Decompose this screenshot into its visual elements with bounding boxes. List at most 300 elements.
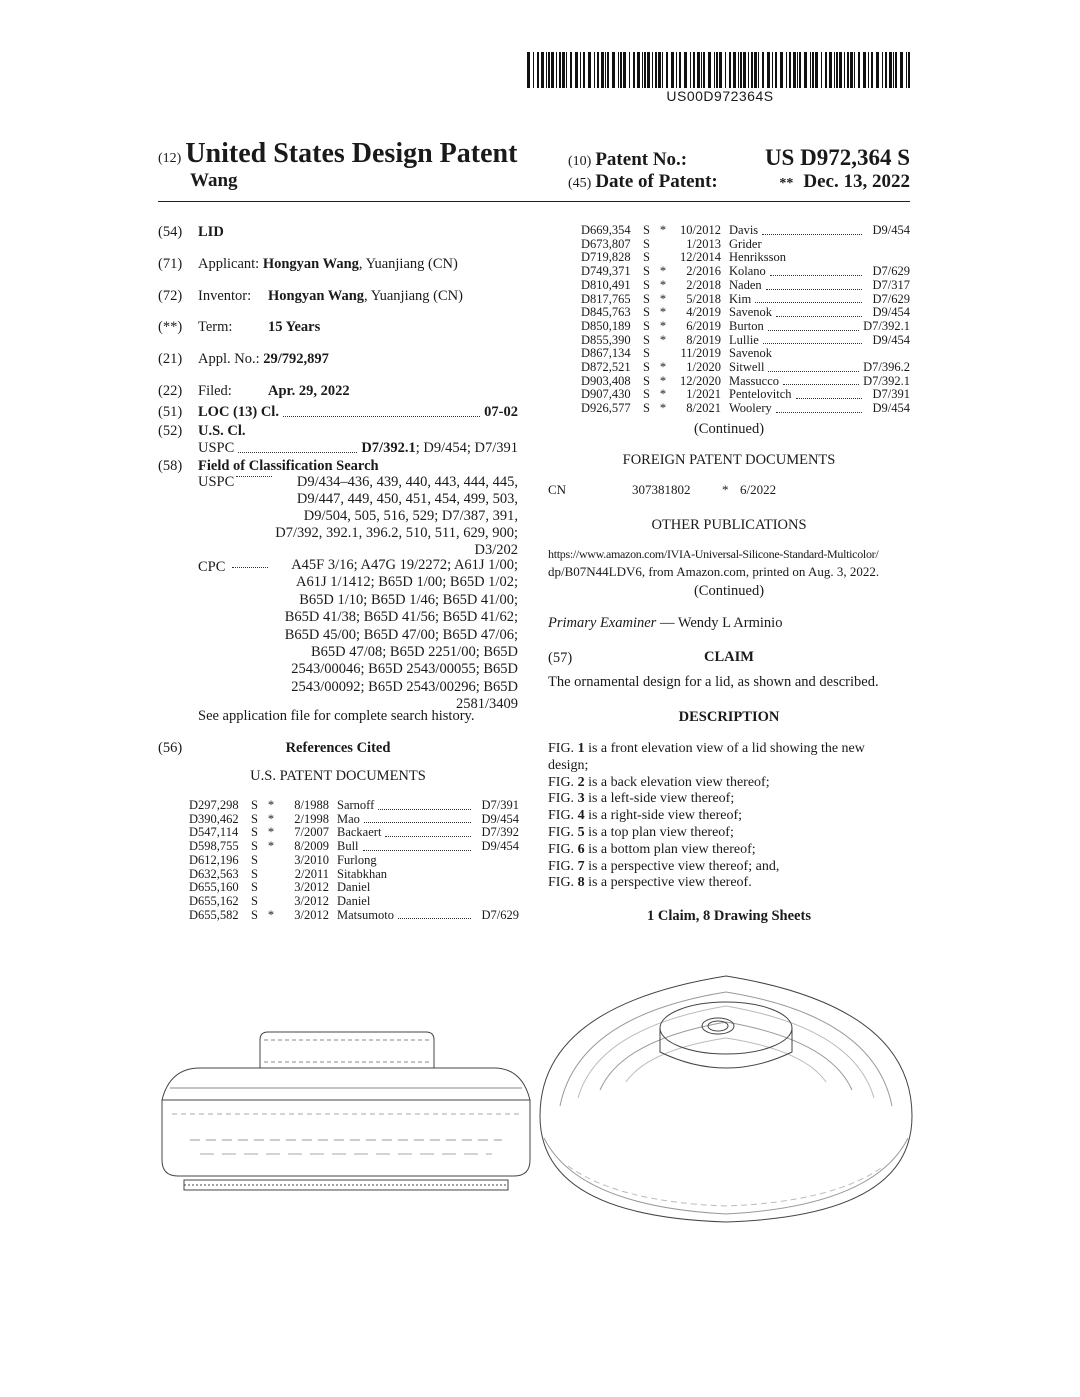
reference-star (263, 881, 279, 895)
reference-number: D297,298 (189, 798, 239, 812)
barcode-bar (679, 52, 681, 88)
applicant-label: Applicant: (198, 256, 260, 272)
leader-dots (783, 383, 859, 385)
examiner-dash: — (656, 615, 678, 631)
classification-line: D9/447, 449, 450, 451, 454, 499, 503, (296, 491, 518, 507)
reference-kind: S (643, 277, 650, 292)
reference-date: 11/2019 (680, 346, 721, 361)
reference-row (581, 238, 910, 252)
date-row (568, 171, 910, 193)
barcode-bar (676, 52, 677, 88)
reference-date: 3/2012 (294, 907, 329, 922)
fig-description (548, 825, 910, 842)
references-right-table (581, 224, 910, 416)
filed-value: Apr. 29, 2022 (268, 383, 350, 399)
fig-description (548, 808, 910, 825)
search-cpc-lines (285, 557, 518, 714)
reference-date: 3/2010 (294, 852, 329, 867)
reference-row (581, 265, 910, 279)
references-continued: (Continued) (693, 421, 765, 437)
applicant-location: , Yuanjiang (CN) (358, 256, 458, 272)
reference-number: D810,491 (581, 277, 631, 292)
fig-text: is a right-side view thereof; (584, 808, 743, 824)
leader-dots (796, 397, 863, 399)
classification-line: B65D 47/08; B65D 2251/00; B65D (310, 644, 518, 661)
fig-prefix: FIG. (548, 824, 578, 840)
fig-description (548, 842, 910, 859)
barcode-bar (652, 52, 653, 88)
reference-date: 12/2020 (680, 373, 721, 388)
barcode-bar (703, 52, 705, 88)
barcode-bar (786, 52, 787, 88)
barcode-bar (623, 52, 626, 88)
barcode-bar (620, 52, 622, 88)
search-label: Field of Classification Search (198, 458, 379, 474)
barcode-bar (548, 52, 550, 88)
fig-description (548, 791, 910, 808)
barcode-bar (762, 52, 764, 88)
reference-row (581, 293, 910, 307)
barcode-bar (748, 52, 749, 88)
barcode-bar (758, 52, 759, 88)
reference-kind: S (643, 346, 650, 361)
leader-dots (762, 233, 862, 235)
leader-dots (398, 917, 471, 919)
barcode-bar (594, 52, 595, 88)
barcode-bar (708, 52, 711, 88)
reference-name: Sitabkhan (337, 866, 387, 881)
appl-no-value: 29/792,897 (263, 351, 329, 367)
reference-name-cell (729, 238, 910, 252)
reference-row (189, 868, 519, 882)
barcode-bar (743, 52, 746, 88)
other-pubs-line1: https://www.amazon.com/IVIA-Universal-Silicone-Standard-Multicolor/ (548, 547, 879, 561)
reference-class: D7/392 (481, 825, 519, 840)
reference-name: Lullie (729, 332, 759, 347)
fig-number: 1 (577, 741, 585, 756)
fig-text: is a top plan view thereof; (584, 824, 734, 840)
reference-star (263, 895, 279, 909)
lid-title: LID (198, 224, 224, 240)
reference-kind: S (643, 373, 650, 388)
barcode-bar (714, 52, 715, 88)
leader-dots (755, 301, 862, 303)
field-code: (72) (158, 288, 183, 304)
reference-name: Pentelovitch (729, 387, 792, 402)
barcode-bar (804, 52, 807, 88)
barcode-bar (847, 52, 849, 88)
description-heading: DESCRIPTION (678, 709, 780, 725)
barcode-bar (885, 52, 887, 88)
reference-number: D845,763 (581, 305, 631, 320)
reference-row (581, 320, 910, 334)
leader-dots (378, 808, 471, 810)
lid-outline (540, 976, 912, 1222)
reference-kind: S (251, 893, 258, 908)
leader-dots (776, 411, 862, 413)
reference-date: 1/2013 (686, 236, 721, 251)
reference-name: Kolano (729, 264, 766, 279)
fig-text: is a left-side view thereof; (584, 791, 735, 807)
reference-star: * (659, 277, 667, 292)
barcode-bar (618, 52, 619, 88)
reference-name-cell (729, 293, 910, 307)
leader-dots (766, 288, 862, 290)
reference-class: D9/454 (481, 839, 519, 854)
barcode-bar (767, 52, 770, 88)
fig-number: 3 (577, 791, 585, 807)
reference-kind: S (643, 305, 650, 320)
reference-number: D673,807 (581, 236, 631, 251)
reference-row (189, 826, 519, 840)
reference-star (655, 347, 671, 361)
header-rule (158, 201, 910, 202)
reference-name-cell (729, 375, 910, 389)
reference-name: Savenok (729, 346, 773, 361)
other-pubs-heading: OTHER PUBLICATIONS (651, 517, 807, 533)
barcode-bar (797, 52, 798, 88)
reference-number: D390,462 (189, 811, 239, 826)
reference-star: * (267, 839, 275, 854)
reference-number: D655,160 (189, 880, 239, 895)
reference-row (189, 895, 519, 909)
reference-number: D872,521 (581, 360, 631, 375)
fig-description (548, 859, 910, 876)
reference-date: 7/2007 (294, 825, 329, 840)
leader-dots (385, 835, 471, 837)
barcode-bar (858, 52, 860, 88)
barcode-bar (693, 52, 695, 88)
fig-number: 6 (577, 841, 585, 857)
barcode-bar (839, 52, 842, 88)
reference-name-cell (729, 334, 910, 348)
barcode-bar (541, 52, 544, 88)
references-code: (56) (158, 740, 183, 756)
barcode-bar (738, 52, 739, 88)
patent-no-label: Patent No.: (595, 149, 688, 170)
foreign-date: 6/2022 (740, 482, 777, 497)
reference-kind: S (643, 318, 650, 333)
barcode-bar (575, 52, 578, 88)
reference-name-cell (337, 868, 519, 882)
reference-name-cell (337, 854, 519, 868)
leader-dots (363, 849, 471, 851)
barcode-bar (658, 52, 661, 88)
reference-name: Burton (729, 318, 764, 333)
fig-description (548, 775, 910, 792)
fig-description (548, 875, 910, 892)
classification-line: D3/202 (474, 542, 518, 558)
reference-kind: S (251, 798, 258, 812)
leader-dots (232, 567, 268, 568)
reference-date: 3/2012 (294, 893, 329, 908)
uspc-label: USPC (198, 440, 235, 456)
barcode-bar (772, 52, 773, 88)
lid-body (162, 1100, 530, 1176)
reference-number: D749,371 (581, 264, 631, 279)
reference-star: * (659, 223, 667, 237)
reference-date: 2/2011 (294, 866, 329, 881)
reference-star: * (659, 401, 667, 416)
us-cl-label: U.S. Cl. (198, 423, 246, 439)
barcode-bar (889, 52, 892, 88)
barcode-bar (644, 52, 646, 88)
reference-number: D907,430 (581, 387, 631, 402)
classification-line: B65D 41/38; B65D 41/56; B65D 41/62; (284, 609, 518, 626)
reference-name-cell (337, 881, 519, 895)
field-code: (54) (158, 224, 183, 240)
reference-name: Daniel (337, 893, 371, 908)
reference-number: D612,196 (189, 852, 239, 867)
reference-name: Backaert (337, 825, 382, 840)
barcode-bar (780, 52, 783, 88)
reference-row (189, 909, 519, 923)
fig-text: design; (548, 757, 589, 773)
inventor-name: Hongyan Wang (268, 288, 365, 304)
barcode-bar (871, 52, 873, 88)
reference-kind: S (643, 291, 650, 306)
reference-name: Sitwell (729, 360, 765, 375)
barcode-bar (655, 52, 657, 88)
leader-dots (776, 315, 862, 317)
barcode-bar (597, 52, 599, 88)
barcode-bar (812, 52, 814, 88)
barcode-bar (810, 52, 811, 88)
reference-date: 8/2019 (686, 332, 721, 347)
barcode-bar (666, 52, 668, 88)
barcode-bar (775, 52, 777, 88)
foreign-number: 307381802 (632, 482, 691, 497)
fig-prefix: FIG. (548, 875, 578, 891)
barcode-bar (829, 52, 832, 88)
barcode-bar (580, 52, 581, 88)
reference-row (189, 813, 519, 827)
fig-prefix: FIG. (548, 808, 578, 824)
fig-prefix: FIG. (548, 841, 578, 857)
other-pubs-line2: dp/B07N44LDV6, from Amazon.com, printed on Aug. 3, 2022. (548, 564, 880, 579)
reference-row (581, 224, 910, 238)
reference-kind: S (643, 360, 650, 375)
references-left-table (189, 799, 519, 922)
reference-date: 10/2012 (680, 223, 721, 237)
barcode-bar (729, 52, 731, 88)
us-patent-heading: U.S. PATENT DOCUMENTS (250, 768, 426, 784)
perspective-drawing (538, 966, 914, 1228)
barcode-bar (815, 52, 818, 88)
barcode-bar (607, 52, 609, 88)
uspc-rest: ; D9/454; D7/391 (415, 440, 518, 456)
barcode-bar (697, 52, 700, 88)
reference-kind: S (251, 852, 258, 867)
reference-star: * (659, 291, 667, 306)
reference-class: D7/629 (872, 264, 910, 279)
inventor-surname: Wang (190, 170, 238, 191)
reference-name-cell (337, 840, 519, 854)
barcode-bar (854, 52, 855, 88)
reference-star: * (659, 318, 667, 333)
barcode-bar (834, 52, 835, 88)
barcode-bar (900, 52, 903, 88)
field-code: (58) (158, 458, 183, 474)
reference-name-cell (729, 320, 910, 334)
barcode-bar (799, 52, 801, 88)
reference-row (581, 375, 910, 389)
reference-row (189, 799, 519, 813)
reference-row (581, 402, 910, 416)
barcode-bar (751, 52, 753, 88)
leader-dots (236, 476, 272, 477)
field-code: (52) (158, 423, 183, 439)
reference-class: D7/391 (872, 387, 910, 402)
field-applicant (158, 256, 458, 273)
barcode-bar (908, 52, 910, 88)
field-inventor (158, 288, 463, 305)
foreign-heading: FOREIGN PATENT DOCUMENTS (622, 452, 836, 468)
classification-line: B65D 1/10; B65D 1/46; B65D 41/00; (299, 591, 518, 608)
leader-dots (768, 329, 859, 331)
reference-star (655, 238, 671, 252)
reference-date: 3/2012 (294, 880, 329, 895)
leader-dots (283, 415, 480, 417)
fig-text: is a bottom plan view thereof; (584, 841, 756, 857)
reference-name-cell (337, 895, 519, 909)
barcode-bar (789, 52, 791, 88)
reference-class: D9/454 (872, 223, 910, 237)
fig-prefix: FIG. (548, 741, 578, 756)
barcode-bar (559, 52, 561, 88)
reference-row (189, 881, 519, 895)
fig-number: 7 (577, 858, 585, 874)
reference-name-cell (729, 251, 910, 265)
barcode-bar (740, 52, 742, 88)
barcode-bar (612, 52, 615, 88)
reference-number: D547,114 (189, 825, 239, 840)
barcode-bar (850, 52, 853, 88)
barcode-bar (725, 52, 726, 88)
barcode-bar (537, 52, 539, 88)
reference-class: D7/396.2 (863, 360, 910, 375)
foreign-star: * (722, 482, 729, 497)
reference-date: 2/2016 (686, 264, 721, 279)
fig-prefix: FIG. (548, 791, 578, 807)
reference-name: Massucco (729, 373, 779, 388)
classification-line: A45F 3/16; A47G 19/2272; A61J 1/00; (291, 557, 518, 573)
reference-star: * (659, 305, 667, 320)
inventor-location: , Yuanjiang (CN) (364, 288, 463, 304)
reference-name-cell (729, 388, 910, 402)
reference-name: Mao (337, 811, 360, 826)
reference-star: * (659, 264, 667, 279)
reference-name-cell (337, 799, 519, 813)
field-code: (**) (158, 319, 183, 335)
fig-prefix: FIG. (548, 774, 578, 790)
barcode-bar (868, 52, 869, 88)
reference-number: D850,189 (581, 318, 631, 333)
date-code: (45) (568, 176, 592, 191)
reference-kind: S (251, 907, 258, 922)
barcode-bar (588, 52, 591, 88)
reference-kind: S (251, 880, 258, 895)
reference-row (581, 279, 910, 293)
reference-row (189, 840, 519, 854)
barcode-bar (527, 52, 530, 88)
reference-kind: S (251, 839, 258, 854)
barcode-bar (546, 52, 547, 88)
reference-date: 2/2018 (686, 277, 721, 292)
field-code: (21) (158, 351, 183, 367)
field-code: (22) (158, 383, 183, 399)
reference-kind: S (643, 387, 650, 402)
loc-label: LOC (13) Cl. (198, 404, 279, 420)
reference-date: 8/2009 (294, 839, 329, 854)
front-elevation-drawing (160, 1020, 532, 1200)
fig-number: 2 (577, 774, 585, 790)
reference-class: D9/454 (872, 305, 910, 320)
term-value: 15 Years (268, 319, 321, 335)
loc-value: 07-02 (484, 404, 518, 420)
cpc-label: CPC (198, 559, 226, 575)
reference-class: D7/392.1 (863, 318, 910, 333)
barcode-bar (562, 52, 565, 88)
leader-dots (364, 821, 471, 823)
reference-date: 1/2021 (686, 387, 721, 402)
search-uspc-lines (275, 474, 518, 559)
fig-text: is a back elevation view thereof; (584, 774, 770, 790)
leader-dots (238, 451, 357, 453)
barcode-bar (551, 52, 554, 88)
barcode-bar (684, 52, 687, 88)
reference-date: 1/2020 (686, 360, 721, 375)
reference-name: Kim (729, 291, 752, 306)
reference-class: D9/454 (481, 811, 519, 826)
barcode-bar (821, 52, 822, 88)
patent-number: US D972,364 S (764, 145, 910, 170)
fig-prefix: FIG. (548, 858, 578, 874)
patent-date: Dec. 13, 2022 (803, 171, 910, 192)
reference-name: Matsumoto (337, 907, 394, 922)
classification-line: D7/392, 392.1, 396.2, 510, 511, 629, 900; (275, 525, 518, 541)
reference-class: D7/317 (872, 277, 910, 292)
barcode-bar (662, 52, 663, 88)
reference-name-cell (729, 265, 910, 279)
barcode-bar (533, 52, 534, 88)
field-term (158, 319, 320, 336)
field-appl-no (158, 351, 329, 368)
reference-name: Furlong (337, 852, 377, 867)
barcode-bar (895, 52, 897, 88)
classification-line: 2543/00046; B65D 2543/00055; B65D (291, 661, 518, 678)
reference-date: 8/2021 (686, 401, 721, 416)
reference-kind: S (643, 236, 650, 251)
reference-name: Sarnoff (337, 798, 375, 812)
reference-star (263, 854, 279, 868)
appl-no-label: Appl. No.: (198, 351, 260, 367)
foreign-country: CN (548, 482, 567, 497)
reference-number: D669,354 (581, 223, 631, 237)
barcode-bar (733, 52, 736, 88)
field-search (158, 458, 379, 475)
barcode-bar (863, 52, 866, 88)
barcode-bar (647, 52, 650, 88)
barcode-bar (876, 52, 879, 88)
references-heading: References Cited (285, 740, 391, 756)
sheets-count: 1 Claim, 8 Drawing Sheets (647, 908, 811, 924)
reference-kind: S (251, 866, 258, 881)
fig-text: is a perspective view thereof; and, (584, 858, 780, 874)
barcode-bar (906, 52, 907, 88)
reference-number: D855,390 (581, 332, 631, 347)
reference-date: 5/2018 (686, 291, 721, 306)
